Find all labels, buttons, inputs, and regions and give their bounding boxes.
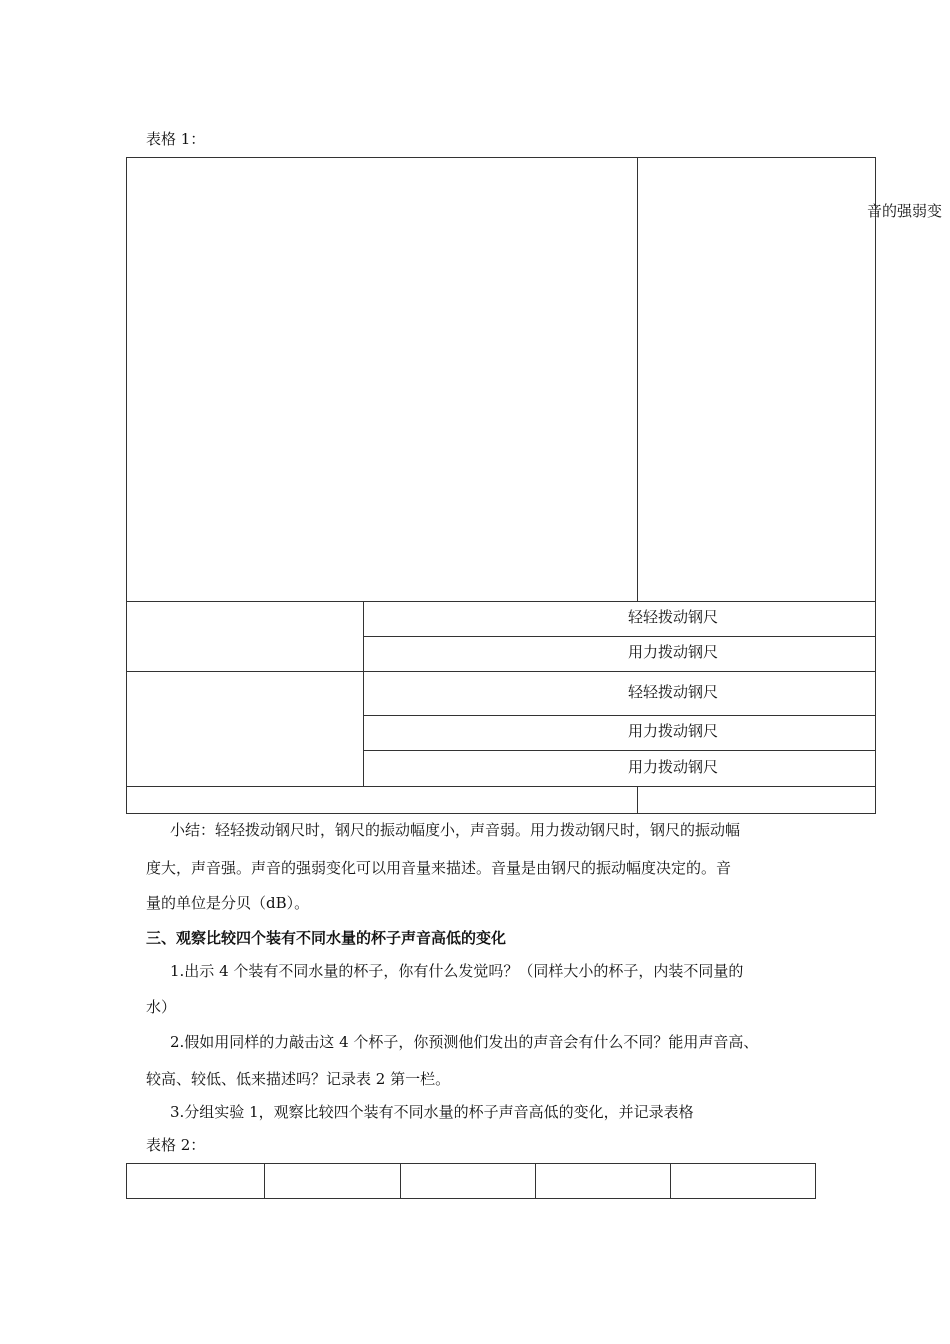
table1-row-label: 用力拨动钢尺: [628, 758, 719, 776]
summary-line: 量的单位是分贝（dB）。: [146, 894, 310, 912]
table1-row-label: 轻轻拨动钢尺: [628, 608, 719, 626]
table1-header-overflow-text: 音的强弱变: [867, 202, 943, 220]
table1-caption: 表格 1：: [146, 130, 206, 148]
table2-caption: 表格 2：: [146, 1136, 206, 1154]
summary-line: 小结：轻轻拨动钢尺时，钢尺的振动幅度小，声音弱。用力拨动钢尺时，钢尺的振动幅: [170, 821, 741, 839]
section3-item1-line1: 1.出示 4 个装有不同水量的杯子，你有什么发觉吗？（同样大小的杯子，内装不同量的: [170, 962, 744, 980]
table1-row-label: 轻轻拨动钢尺: [628, 683, 719, 701]
summary-line: 度大，声音强。声音的强弱变化可以用音量来描述。音量是由钢尺的振动幅度决定的。音: [146, 859, 732, 877]
section3-item1-line2: 水）: [146, 998, 177, 1016]
section3-item2-line1: 2.假如用同样的力敲击这 4 个杯子，你预测他们发出的声音会有什么不同？能用声音高、: [170, 1033, 759, 1051]
section3-heading: 三、观察比较四个装有不同水量的杯子声音高低的变化: [146, 929, 507, 947]
section3-item3: 3.分组实验 1，观察比较四个装有不同水量的杯子声音高低的变化，并记录表格: [170, 1103, 694, 1121]
section3-item2-line2: 较高、较低、低来描述吗？记录表 2 第一栏。: [146, 1070, 451, 1088]
table1-row-label: 用力拨动钢尺: [628, 722, 719, 740]
table1-row-label: 用力拨动钢尺: [628, 643, 719, 661]
